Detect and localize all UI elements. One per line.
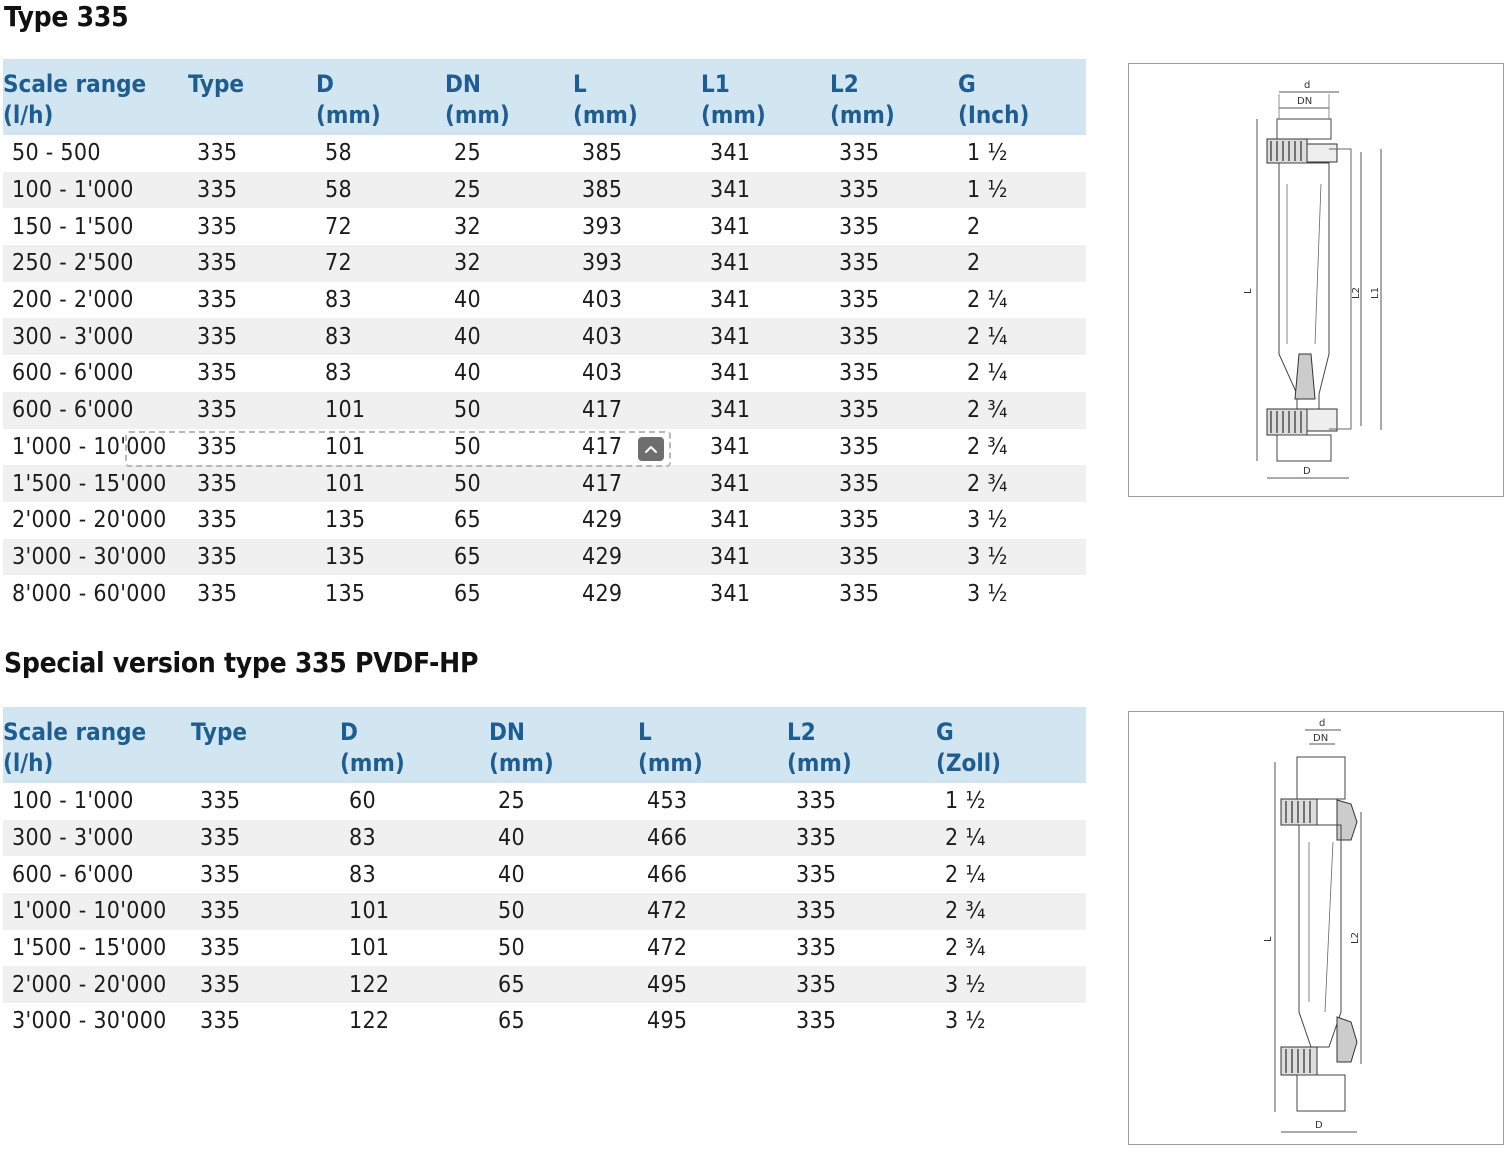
table-cell: 2 [967, 250, 981, 277]
table-cell: 2 ¼ [945, 861, 986, 888]
table-cell: 3 ½ [967, 543, 1008, 570]
table-cell: 2 ¼ [945, 825, 986, 852]
table-cell: 122 [349, 971, 390, 998]
table-cell: 335 [200, 788, 241, 815]
table-cell: 341 [710, 580, 751, 607]
table-cell: 2 ¾ [967, 433, 1008, 460]
dim-dn-label: DN [1297, 96, 1313, 107]
table-cell: 25 [454, 140, 481, 167]
table-cell: 65 [454, 507, 481, 534]
header-unit: (mm) [340, 749, 405, 777]
table-cell: 335 [796, 861, 837, 888]
column-header [445, 59, 573, 135]
column-header [958, 59, 1086, 135]
dim-dd-label: D [1315, 1120, 1323, 1131]
table-cell: 429 [582, 507, 623, 534]
table-cell: 3'000 - 30'000 [12, 1008, 167, 1035]
table-cell: 50 [498, 898, 525, 925]
table-cell: 101 [349, 898, 390, 925]
table-cell: 50 [498, 935, 525, 962]
table-cell: 341 [710, 287, 751, 314]
header-label: DN [445, 70, 481, 98]
table-cell: 72 [325, 250, 352, 277]
header-unit: (mm) [830, 101, 895, 129]
table-cell: 335 [839, 360, 880, 387]
table-cell: 1 ½ [967, 177, 1008, 204]
table-cell: 403 [582, 287, 623, 314]
dim-l2-label: L2 [1350, 932, 1361, 944]
table-row [3, 245, 1086, 282]
table-cell: 600 - 6'000 [12, 861, 134, 888]
column-header [573, 59, 701, 135]
dim-l1-label: L1 [1370, 287, 1381, 299]
table-cell: 335 [839, 470, 880, 497]
table-cell: 600 - 6'000 [12, 360, 134, 387]
table-cell: 65 [454, 580, 481, 607]
table-cell: 40 [498, 825, 525, 852]
table-cell: 3 ½ [945, 1008, 986, 1035]
dim-l-label: L [1263, 936, 1274, 942]
table-cell: 101 [349, 935, 390, 962]
table-cell: 2 ¾ [967, 397, 1008, 424]
table-cell: 393 [582, 250, 623, 277]
table-row [3, 930, 1086, 967]
column-header [489, 707, 638, 783]
header-label: G [958, 70, 976, 98]
table-row [3, 539, 1086, 576]
table-cell: 335 [200, 898, 241, 925]
column-header [3, 59, 188, 135]
table-cell: 50 [454, 433, 481, 460]
table-cell: 466 [647, 861, 688, 888]
table-cell: 101 [325, 397, 366, 424]
table-row [3, 465, 1086, 502]
header-unit: (Inch) [958, 101, 1030, 129]
table-cell: 335 [197, 580, 238, 607]
table-cell: 2 ¾ [945, 898, 986, 925]
table-cell: 472 [647, 935, 688, 962]
table-cell: 135 [325, 507, 366, 534]
table-cell: 335 [796, 935, 837, 962]
table-row [3, 1003, 1086, 1040]
table-header [3, 59, 1086, 135]
table-cell: 453 [647, 788, 688, 815]
dim-dn-label: DN [1313, 733, 1329, 744]
table-cell: 335 [197, 507, 238, 534]
table-cell: 40 [454, 360, 481, 387]
table-cell: 32 [454, 213, 481, 240]
header-unit: (mm) [489, 749, 554, 777]
table-cell: 335 [197, 177, 238, 204]
table-row [3, 392, 1086, 429]
column-header [316, 59, 445, 135]
table-cell: 2'000 - 20'000 [12, 971, 167, 998]
table-cell: 335 [197, 360, 238, 387]
table-cell: 393 [582, 213, 623, 240]
table-cell: 25 [498, 788, 525, 815]
table-cell: 335 [839, 140, 880, 167]
table-cell: 335 [197, 543, 238, 570]
header-unit: (Zoll) [936, 749, 1002, 777]
column-header [188, 59, 316, 135]
table-row [3, 355, 1086, 392]
dim-l2-label: L2 [1351, 287, 1362, 299]
table-cell: 600 - 6'000 [12, 397, 134, 424]
technical-drawing-type-335 [1128, 63, 1504, 497]
table-cell: 335 [197, 250, 238, 277]
table-cell: 335 [796, 971, 837, 998]
header-label: Scale range [3, 718, 147, 746]
table-cell: 300 - 3'000 [12, 825, 134, 852]
table-row [3, 135, 1086, 172]
table-cell: 150 - 1'500 [12, 213, 134, 240]
table-cell: 83 [325, 360, 352, 387]
table-row [3, 893, 1086, 930]
table-body [3, 783, 1086, 1040]
table-cell: 300 - 3'000 [12, 323, 134, 350]
table-cell: 341 [710, 397, 751, 424]
header-unit: (mm) [573, 101, 638, 129]
table-cell: 341 [710, 250, 751, 277]
table-cell: 472 [647, 898, 688, 925]
table-cell: 335 [197, 140, 238, 167]
type-335-table [3, 59, 1086, 612]
table-cell: 83 [349, 825, 376, 852]
table-cell: 495 [647, 971, 688, 998]
column-header [830, 59, 958, 135]
table-cell: 3 ½ [967, 507, 1008, 534]
header-label: L [573, 70, 587, 98]
table-cell: 341 [710, 177, 751, 204]
header-label: DN [489, 718, 525, 746]
table-cell: 1'500 - 15'000 [12, 935, 167, 962]
table-cell: 2'000 - 20'000 [12, 507, 167, 534]
column-header [638, 707, 787, 783]
table-cell: 135 [325, 580, 366, 607]
header-unit: (mm) [638, 749, 703, 777]
table-row [3, 318, 1086, 355]
header-unit: (l/h) [3, 749, 54, 777]
technical-drawing-pvdf-hp [1128, 711, 1504, 1145]
table-cell: 65 [454, 543, 481, 570]
table-row [3, 172, 1086, 209]
table-body [3, 135, 1086, 612]
table-cell: 100 - 1'000 [12, 788, 134, 815]
table-cell: 2 ¼ [967, 287, 1008, 314]
table-cell: 65 [498, 1008, 525, 1035]
table-cell: 60 [349, 788, 376, 815]
table-cell: 100 - 1'000 [12, 177, 134, 204]
table-cell: 101 [325, 470, 366, 497]
table-cell: 335 [200, 1008, 241, 1035]
table-cell: 466 [647, 825, 688, 852]
table-row [3, 783, 1086, 820]
dim-l-label: L [1243, 288, 1254, 294]
table-cell: 429 [582, 543, 623, 570]
table-cell: 25 [454, 177, 481, 204]
table-cell: 335 [197, 213, 238, 240]
table-cell: 65 [498, 971, 525, 998]
table-cell: 335 [839, 287, 880, 314]
table-cell: 72 [325, 213, 352, 240]
table-cell: 58 [325, 140, 352, 167]
table-cell: 335 [839, 397, 880, 424]
table-cell: 335 [839, 250, 880, 277]
table-cell: 495 [647, 1008, 688, 1035]
header-unit: (mm) [787, 749, 852, 777]
table-cell: 335 [200, 971, 241, 998]
column-header [340, 707, 489, 783]
table-cell: 2 ¾ [967, 470, 1008, 497]
header-label: G [936, 718, 954, 746]
table-cell: 1'500 - 15'000 [12, 470, 167, 497]
table-cell: 403 [582, 360, 623, 387]
header-unit: (l/h) [3, 101, 54, 129]
table-cell: 3 ½ [967, 580, 1008, 607]
table-cell: 335 [197, 397, 238, 424]
special-version-table [3, 707, 1086, 1040]
table-cell: 335 [796, 825, 837, 852]
table-cell: 2 ¼ [967, 360, 1008, 387]
table-cell: 2 ¼ [967, 323, 1008, 350]
table-cell: 40 [454, 287, 481, 314]
table-cell: 341 [710, 323, 751, 350]
table-cell: 341 [710, 543, 751, 570]
table-cell: 335 [197, 470, 238, 497]
column-header [191, 707, 340, 783]
table-cell: 1'000 - 10'000 [12, 433, 167, 460]
dim-d-label: d [1304, 80, 1311, 91]
table-cell: 83 [325, 323, 352, 350]
header-label: Type [191, 718, 248, 746]
table-cell: 250 - 2'500 [12, 250, 134, 277]
table-cell: 3'000 - 30'000 [12, 543, 167, 570]
table-cell: 341 [710, 140, 751, 167]
table-cell: 335 [839, 323, 880, 350]
table-cell: 341 [710, 360, 751, 387]
header-unit: (mm) [316, 101, 381, 129]
table-row [3, 429, 1086, 466]
table-cell: 1 ½ [967, 140, 1008, 167]
table-row [3, 966, 1086, 1003]
table-cell: 335 [796, 898, 837, 925]
table-cell: 335 [200, 935, 241, 962]
header-label: Type [188, 70, 245, 98]
chevron-up-icon [644, 444, 658, 454]
table-cell: 58 [325, 177, 352, 204]
header-unit: (mm) [445, 101, 510, 129]
table-cell: 385 [582, 140, 623, 167]
table-row [3, 208, 1086, 245]
table-cell: 341 [710, 507, 751, 534]
table-cell: 335 [796, 1008, 837, 1035]
table-cell: 335 [200, 861, 241, 888]
table-header [3, 707, 1086, 783]
table-cell: 341 [710, 470, 751, 497]
table-cell: 1 ½ [945, 788, 986, 815]
table-cell: 50 - 500 [12, 140, 101, 167]
header-label: D [316, 70, 334, 98]
header-label: L2 [787, 718, 816, 746]
table-cell: 3 ½ [945, 971, 986, 998]
header-label: L [638, 718, 652, 746]
table-cell: 341 [710, 213, 751, 240]
column-header [701, 59, 830, 135]
column-header [787, 707, 936, 783]
table-cell: 32 [454, 250, 481, 277]
table-cell: 335 [796, 788, 837, 815]
table-cell: 83 [349, 861, 376, 888]
header-label: D [340, 718, 358, 746]
table-cell: 50 [454, 470, 481, 497]
table-cell: 335 [839, 580, 880, 607]
table-row [3, 575, 1086, 612]
header-label: L1 [701, 70, 730, 98]
table-cell: 335 [839, 507, 880, 534]
table-cell: 335 [839, 433, 880, 460]
section-title-type-335: Type 335 [4, 0, 129, 33]
table-cell: 2 ¾ [945, 935, 986, 962]
table-row [3, 820, 1086, 857]
header-label: L2 [830, 70, 859, 98]
dim-d-label: d [1319, 718, 1326, 729]
table-row [3, 282, 1086, 319]
selection-toggle-button[interactable] [638, 437, 664, 461]
table-cell: 50 [454, 397, 481, 424]
table-cell: 341 [710, 433, 751, 460]
table-cell: 40 [498, 861, 525, 888]
table-cell: 417 [582, 470, 623, 497]
table-cell: 135 [325, 543, 366, 570]
table-row [3, 856, 1086, 893]
table-cell: 335 [197, 323, 238, 350]
header-unit: (mm) [701, 101, 766, 129]
table-cell: 335 [197, 287, 238, 314]
table-cell: 417 [582, 433, 623, 460]
table-cell: 40 [454, 323, 481, 350]
column-header [936, 707, 1086, 783]
table-cell: 200 - 2'000 [12, 287, 134, 314]
table-cell: 403 [582, 323, 623, 350]
table-row [3, 502, 1086, 539]
table-cell: 122 [349, 1008, 390, 1035]
table-cell: 1'000 - 10'000 [12, 898, 167, 925]
table-cell: 385 [582, 177, 623, 204]
dim-dd-label: D [1303, 466, 1311, 477]
table-cell: 335 [200, 825, 241, 852]
table-cell: 83 [325, 287, 352, 314]
table-cell: 335 [839, 213, 880, 240]
column-header [3, 707, 191, 783]
table-cell: 335 [197, 433, 238, 460]
table-cell: 101 [325, 433, 366, 460]
table-cell: 8'000 - 60'000 [12, 580, 167, 607]
table-cell: 429 [582, 580, 623, 607]
table-cell: 2 [967, 213, 981, 240]
table-cell: 335 [839, 177, 880, 204]
header-label: Scale range [3, 70, 147, 98]
table-cell: 335 [839, 543, 880, 570]
table-cell: 417 [582, 397, 623, 424]
section-title-special-version: Special version type 335 PVDF-HP [4, 646, 479, 679]
